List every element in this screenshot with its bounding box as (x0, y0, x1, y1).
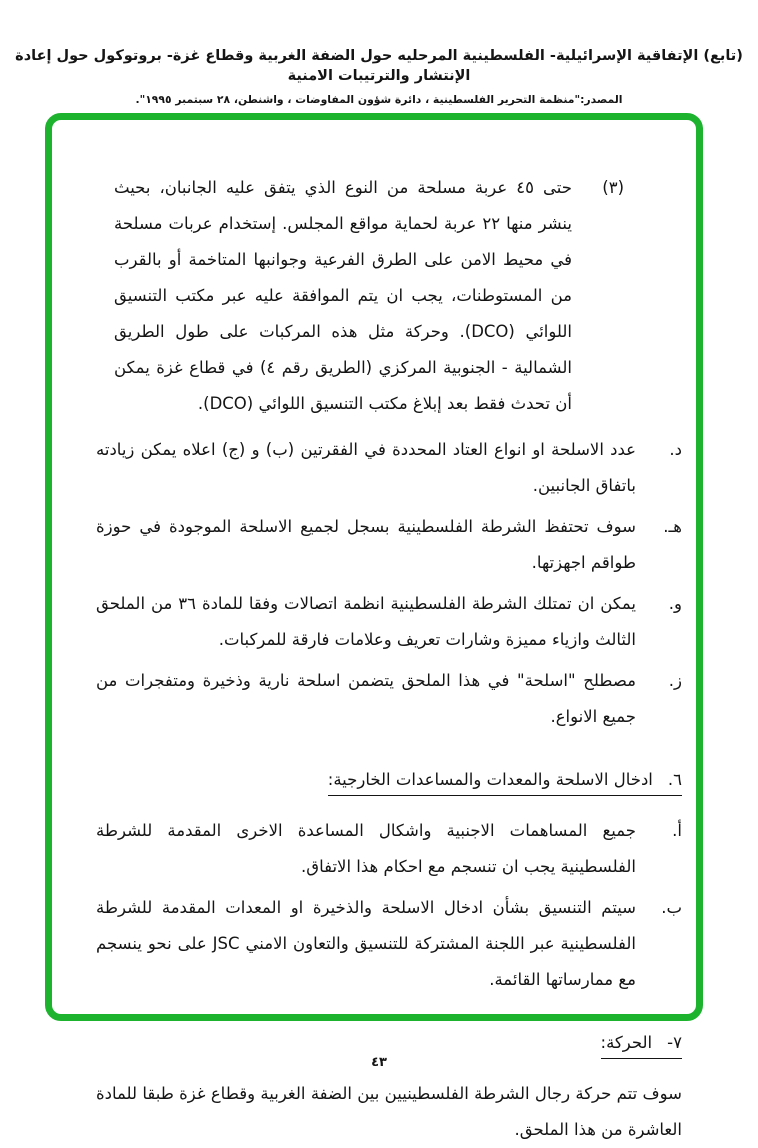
section-6-title: ادخال الاسلحة والمعدات والمساعدات الخارجية: (327, 770, 653, 789)
section-7-number: ٧- (667, 1033, 682, 1052)
item-ba-marker: ب. (661, 898, 682, 917)
list-item-alif (96, 813, 682, 885)
item-waw-text: يمكن ان تمتلك الشرطة الفلسطينية انظمة اتصالات وفقا للمادة ٣٦ من الملحق الثالث وازياء مميزة وشارات تعريف وعلامات فارقة للمركبات. (96, 594, 637, 649)
page-number: ٤٣ (371, 1055, 387, 1070)
item-ba-text: سيتم التنسيق بشأن ادخال الاسلحة والذخيرة او المعدات المقدمة للشرطة الفلسطينية عبر اللجنة المشتركة للتنسيق والتعاون الامني JSC على نحو ينسجم مع ممارساتها القائمة. (96, 898, 636, 989)
document-source-line: المصدر:"منظمة التحرير الفلسطينية ، دائرة شؤون المفاوضات ، واشنطن، ٢٨ سبتمبر ١٩٩٥". (135, 93, 623, 106)
list-item-3 (114, 170, 624, 422)
item-dal-marker: د. (669, 440, 682, 459)
item-3-marker: (٣) (602, 178, 624, 197)
item-dal-text: عدد الاسلحة او انواع العتاد المحددة في الفقرتين (ب) و (ج) اعلاه يمكن زيادته باتفاق الجانبين. (96, 440, 636, 495)
item-alif-text: جميع المساهمات الاجنبية واشكال المساعدة الاخرى المقدمة للشرطة الفلسطينية يجب ان تنسجم مع احكام هذا الاتفاق. (96, 821, 636, 876)
document-title: (تابع) الإتفاقية الإسرائيلية- الفلسطينية المرحليه حول الضفة الغربية وقطاع غزة- بروتوكول حول إعادة الإنتشار والترتيبات الامنية (15, 48, 743, 84)
item-ha-text: سوف تحتفظ الشرطة الفلسطينية بسجل لجميع الاسلحة الموجودة في حوزة طواقم اجهزتها. (96, 517, 636, 572)
list-item-dal (96, 432, 682, 504)
item-alif-marker: أ. (672, 821, 682, 840)
list-item-ha (96, 509, 682, 581)
item-zay-text: مصطلح "اسلحة" في هذا الملحق يتضمن اسلحة نارية وذخيرة ومتفجرات من جميع الانواع. (96, 671, 636, 726)
section-7-title: الحركة: (600, 1033, 653, 1052)
list-item-zay (96, 663, 682, 735)
item-zay-marker: ز. (668, 671, 682, 690)
item-waw-marker: و. (668, 594, 682, 613)
document-body (52, 120, 696, 1148)
item-ha-marker: هـ. (663, 517, 682, 536)
section-7-paragraph: سوف تتم حركة رجال الشرطة الفلسطينيين بين الضفة الغربية وقطاع غزة طبقا للمادة العاشرة من هذا الملحق. (96, 1084, 682, 1139)
list-item-waw (96, 586, 682, 658)
section-6-number: ٦. (667, 770, 682, 789)
section-6-heading (96, 762, 682, 798)
page-header (0, 46, 758, 106)
list-item-ba (96, 890, 682, 998)
item-3-text: حتى ٤٥ عربة مسلحة من النوع الذي يتفق عليه الجانبان، بحيث ينشر منها ٢٢ عربة لحماية مواقع المجلس. إستخدام عربات مسلحة في محيط الامن على الطرق الفرعية وجوانبها المتاخمة أو بالقرب من المستوطنات، يجب ان يتم الموافقة عليه عبر مكتب التنسيق اللوائي (DCO). وحركة مثل هذه المركبات على طول الطريق الشمالية - الجنوبية المركزي (الطريق رقم ٤) في قطاع غزة يمكن أن تحدث فقط بعد إبلاغ مكتب التنسيق اللوائي (DCO). (114, 178, 572, 413)
